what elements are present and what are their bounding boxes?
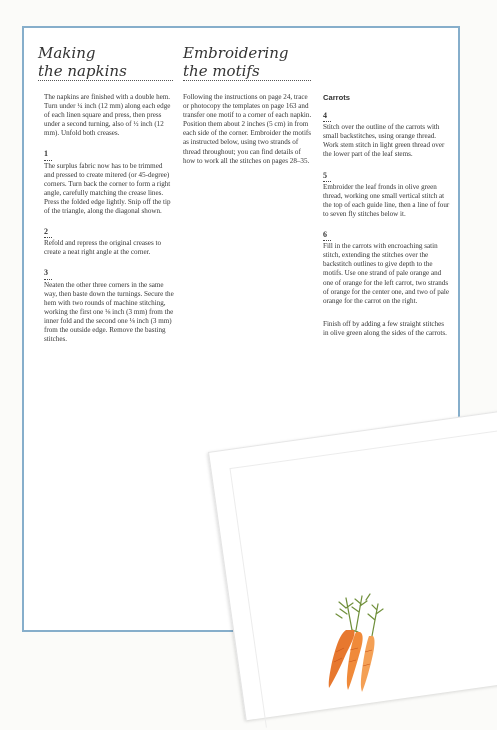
- step-number: 2: [44, 227, 174, 238]
- motif-instructions: Following the instructions on page 24, trace or photocopy the templates on page 163 and transfer one motif to a corner of each napkin. Position them about 2 inches (5 cm) in from each side of the corner. Embroider the motifs as instructed below, using two strands of thread throughout; you can find details of how to work all the stitches on pages 28–35.: [183, 93, 312, 165]
- heading-line-2: the napkins: [38, 62, 127, 80]
- heading-rule: [183, 80, 311, 81]
- finishing-paragraph: Finish off by adding a few straight stitches in olive green along the sides of the carrots.: [323, 319, 447, 337]
- step-number: 4: [323, 111, 451, 122]
- step-number: 6: [323, 230, 451, 241]
- step-text: Neaten the other three corners in the same way, then baste down the turnings. Secure the hem with two rounds of machine stitching, working the first one ⅛ inch (3 mm) from the inner fold and the second one ⅛ inch (3 mm) from the outside edge. Remove the basting stitches.: [44, 280, 174, 344]
- subhead-carrots: Carrots: [323, 93, 351, 102]
- heading-rule: [38, 80, 173, 81]
- step-text: The surplus fabric now has to be trimmed and pressed to create mitered (or 45-degree) corners. Turn back the corner to form a right angle, carefully matching the crease lines. Press the folded edge lightly. Snip off the tip of the triangle, along the diagonal shown.: [44, 161, 171, 216]
- heading-making-napkins: [38, 44, 127, 80]
- column-embroidering-motifs: [183, 93, 313, 175]
- intro-paragraph: The napkins are finished with a double hem. Turn under ¼ inch (12 mm) along each edge of each linen square and press, then press under a second turning, also of ½ inch (12 mm). Unfold both creases.: [44, 93, 171, 138]
- column-making-napkins: [44, 93, 174, 353]
- heading-embroidering-motifs: [183, 44, 288, 80]
- carrot-embroidery-icon: [322, 590, 394, 694]
- step-text: Refold and repress the original creases to create a neat right angle at the corner.: [44, 239, 162, 257]
- step-number: 5: [323, 171, 451, 182]
- step-number: 1: [44, 149, 174, 160]
- heading-line-2: the motifs: [183, 62, 260, 80]
- heading-line-1: Making: [38, 44, 96, 62]
- column-carrots: [323, 93, 451, 347]
- step-text: Stitch over the outline of the carrots with small backstitches, using orange thread. Work stem stitch in light green thread over the lower part of the leaf stems.: [323, 123, 445, 159]
- step-text: Embroider the leaf fronds in olive green thread, working one small vertical stitch at the top of each guide line, then a line of four to seven fly stitches below it.: [323, 182, 450, 218]
- heading-line-1: Embroidering: [183, 44, 289, 62]
- step-text: Fill in the carrots with encroaching satin stitch, extending the stitches over the backstitch outlines to give depth to the motifs. Use one strand of pale orange and one of orange for the left carrot, two strands of orange for the center one, and two of pale orange for the carrot on the right.: [323, 242, 450, 305]
- step-number: 3: [44, 268, 174, 279]
